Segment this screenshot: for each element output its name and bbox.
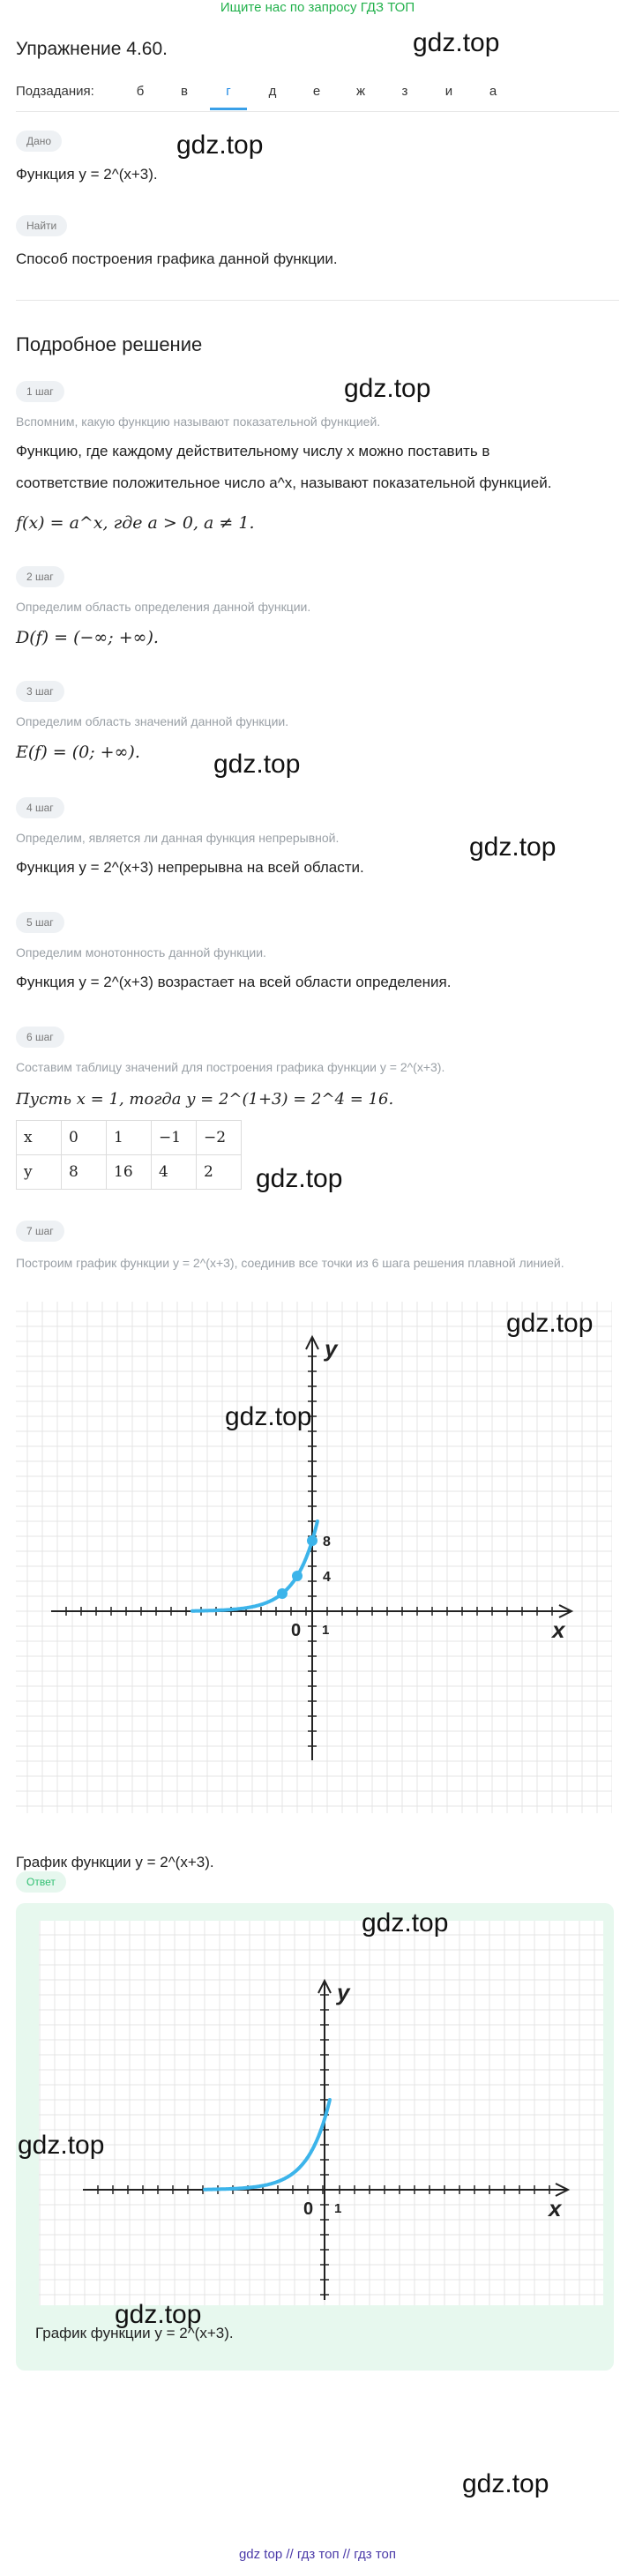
watermark: gdz.top (225, 1402, 312, 1431)
graph-svg (39, 1921, 603, 2305)
table-head-cell: x (17, 1121, 62, 1155)
top-search-link[interactable]: Ищите нас по запросу ГДЗ ТОП (220, 0, 415, 15)
y-axis-label: y (337, 1979, 350, 2005)
subsection-tab[interactable]: и (444, 84, 453, 99)
values-table (16, 1120, 242, 1190)
step-hint: Определим, является ли данная функция непрерывной. (16, 831, 340, 845)
subsections-label: Подзадания: (16, 84, 94, 99)
step-tag: 2 шаг (16, 566, 64, 587)
subsection-tab[interactable]: в (181, 84, 188, 99)
find-tag: Найти (16, 215, 67, 236)
step-tag: 4 шаг (16, 797, 64, 818)
watermark: gdz.top (115, 2300, 202, 2329)
step-tag: 7 шаг (16, 1221, 64, 1242)
divider (16, 111, 619, 112)
step-hint: Построим график функции y = 2^(x+3), соединив все точки из 6 шага решения плавной линией. (16, 1256, 564, 1270)
table-cell: −1 (152, 1121, 197, 1155)
table-cell: 4 (152, 1155, 197, 1190)
table-cell: 0 (62, 1121, 107, 1155)
page-title: Упражнение 4.60. (16, 39, 168, 59)
step-hint: Определим область значений данной функции. (16, 714, 289, 728)
watermark: gdz.top (413, 28, 500, 57)
table-row (17, 1155, 242, 1190)
table-head-cell: y (17, 1155, 62, 1190)
table-row (17, 1121, 242, 1155)
x-tick-label: 1 (322, 1623, 330, 1638)
origin-label: 0 (291, 1621, 302, 1640)
answer-box (16, 1903, 614, 2371)
step-tag: 6 шаг (16, 1027, 64, 1048)
solution-heading: Подробное решение (16, 333, 203, 355)
subsection-tab-active[interactable]: г (226, 84, 231, 99)
step-formula: D(f) = (−∞; +∞). (16, 628, 159, 647)
step-text: соответствие положительное число a^x, называют показательной функцией. (16, 474, 552, 491)
graph-caption: График функции y = 2^(x+3). (16, 1854, 214, 1870)
given-text: Функция y = 2^(x+3). (16, 166, 158, 183)
watermark: gdz.top (256, 1164, 343, 1193)
subsection-tab[interactable]: д (268, 84, 277, 99)
data-point (307, 1535, 318, 1546)
watermark: gdz.top (213, 750, 301, 779)
x-axis-label: x (552, 1617, 565, 1643)
watermark: gdz.top (462, 2469, 549, 2498)
y-tick-label: 4 (323, 1570, 331, 1585)
origin-label: 0 (303, 2199, 314, 2219)
step-formula: f(x) = a^x, где a > 0, a ≠ 1. (16, 513, 255, 533)
subsection-tab[interactable]: з (401, 84, 408, 99)
given-tag: Дано (16, 131, 62, 152)
step-text: Пусть x = 1, тогда y = 2^(1+3) = 2^4 = 16. (16, 1090, 394, 1109)
data-point (277, 1588, 288, 1599)
step-hint: Определим монотонность данной функции. (16, 945, 266, 959)
answer-caption: График функции y = 2^(x+3). (35, 2325, 234, 2341)
answer-graph (39, 1921, 603, 2305)
table-cell: 2 (197, 1155, 242, 1190)
subsection-tab[interactable]: а (489, 84, 497, 99)
function-graph (16, 1302, 612, 1813)
watermark: gdz.top (344, 374, 431, 403)
y-tick-label: 8 (323, 1534, 331, 1549)
step-text: Функция y = 2^(x+3) непрерывна на всей области. (16, 859, 364, 876)
subsection-tab[interactable]: б (136, 84, 145, 99)
watermark: gdz.top (469, 833, 557, 862)
step-hint: Составим таблицу значений для построения графика функции y = 2^(x+3). (16, 1060, 445, 1074)
find-text: Способ построения графика данной функции. (16, 250, 338, 267)
table-cell: 16 (107, 1155, 152, 1190)
step-tag: 5 шаг (16, 912, 64, 933)
divider (16, 300, 619, 301)
step-hint: Вспомним, какую функцию называют показательной функцией. (16, 414, 381, 429)
step-tag: 1 шаг (16, 381, 64, 402)
step-tag: 3 шаг (16, 681, 64, 702)
step-text: Функцию, где каждому действительному числу x можно поставить в (16, 443, 490, 459)
step-text: Функция y = 2^(x+3) возрастает на всей области определения. (16, 974, 452, 990)
active-tab-underline (210, 108, 247, 110)
table-cell: 1 (107, 1121, 152, 1155)
step-formula: E(f) = (0; +∞). (16, 743, 140, 762)
subsection-tab[interactable]: ж (355, 84, 366, 99)
watermark: gdz.top (176, 131, 264, 160)
x-tick-label: 1 (334, 2201, 342, 2216)
step-hint: Определим область определения данной функции. (16, 600, 311, 614)
answer-tag: Ответ (16, 1871, 66, 1893)
y-axis-label: y (325, 1335, 338, 1362)
watermark: gdz.top (506, 1309, 594, 1338)
subsection-tab[interactable]: е (312, 84, 321, 99)
watermark: gdz.top (18, 2131, 105, 2160)
watermark: gdz.top (362, 1908, 449, 1938)
table-cell: −2 (197, 1121, 242, 1155)
footer-links[interactable]: gdz top // гдз топ // гдз топ (238, 2547, 397, 2562)
x-axis-label: x (549, 2195, 562, 2221)
graph-svg (16, 1302, 612, 1813)
table-cell: 8 (62, 1155, 107, 1190)
data-point (292, 1571, 303, 1581)
